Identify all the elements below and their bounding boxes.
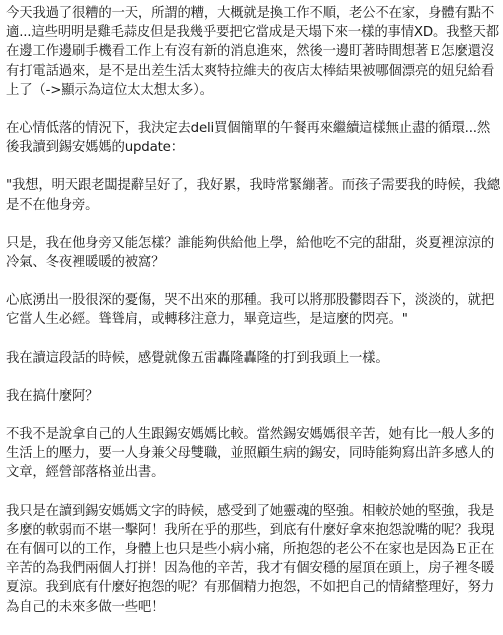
paragraph-spacer xyxy=(6,157,500,176)
paragraph-spacer xyxy=(6,483,500,502)
paragraph-spacer xyxy=(6,406,500,425)
paragraph-spacer xyxy=(6,100,500,119)
paragraph-spacer xyxy=(6,272,500,291)
paragraph-reflection: 我只是在讀到錫安媽媽文字的時候，感受到了她靈魂的堅強。相較於她的堅強，我是多麼的軟弱而不堪一擊阿！我所在乎的那些，到底有什麼好拿來抱怨說嘴的呢？我現在有個可以的工作，身體上也只是些小病小痛，所抱怨的老公不在家也是因為Ｅ正在辛苦的為我們兩個人打拼！因為他的辛苦，我才有個安穩的屋頂在頭上，房子裡冬暖夏涼。我到底有什麼好抱怨的呢？有那個精力抱怨，不如把自己的情緒整理好，努力為自己的未來多做一些吧！ xyxy=(6,503,495,615)
paragraph-spacer xyxy=(6,215,500,234)
paragraph-thunder: 我在讀這段話的時候，感覺就像五雷轟隆轟隆的打到我頭上一樣。 xyxy=(6,350,389,366)
article-body xyxy=(6,4,500,617)
paragraph-deli-lunch: 在心情低落的情況下，我決定去deli買個簡單的午餐再來繼續這樣無止盡的循環...然後我讀到錫安媽媽的update： xyxy=(6,121,491,156)
quote-paragraph-provide: 只是，我在他身旁又能怎樣？誰能夠供給他上學，給他吃不完的甜甜，炎夏裡涼涼的冷氣、冬夜裡暖暖的被窩？ xyxy=(6,235,495,271)
quote-paragraph-sorrow: 心底湧出一股很深的憂傷，哭不出來的那種。我可以將那股鬱悶吞下，淡淡的，就把它當人生必經。聳聳肩，或轉移注意力，畢竟這些，是這麼的閃亮。" xyxy=(6,293,495,328)
quote-paragraph-resign: "我想，明天跟老闆提辭呈好了，我好累，我時常緊繃著。而孩子需要我的時候，我總是不在他身旁。 xyxy=(6,178,501,213)
paragraph-not-comparing: 不我不是說拿自己的人生跟錫安媽媽比較。當然錫安媽媽很辛苦，她有比一般人多的生活上的壓力，要一人身兼父母雙職，並照顧生病的錫安，同時能夠寫出許多感人的文章，經營部落格並出書。 xyxy=(6,427,495,481)
paragraph-spacer xyxy=(6,368,500,387)
paragraph-bad-day: 今天我過了很糟的一天，所謂的糟，大概就是換工作不順，老公不在家，身體有點不適...這些明明是雞毛蒜皮但是我幾乎要把它當成是天塌下來一樣的事情XD。我整天都在邊工作邊刷手機看工作上有沒有新的消息進來，然後一邊盯著時間想著Ｅ怎麼還沒有打電話過來，是不是出差生活太爽特拉維夫的夜店太棒結果被哪個漂亮的妞兒給看上了（->顯示為這位太太想太多）。 xyxy=(6,6,499,98)
paragraph-spacer xyxy=(6,330,500,349)
paragraph-question: 我在搞什麼阿？ xyxy=(6,388,99,404)
